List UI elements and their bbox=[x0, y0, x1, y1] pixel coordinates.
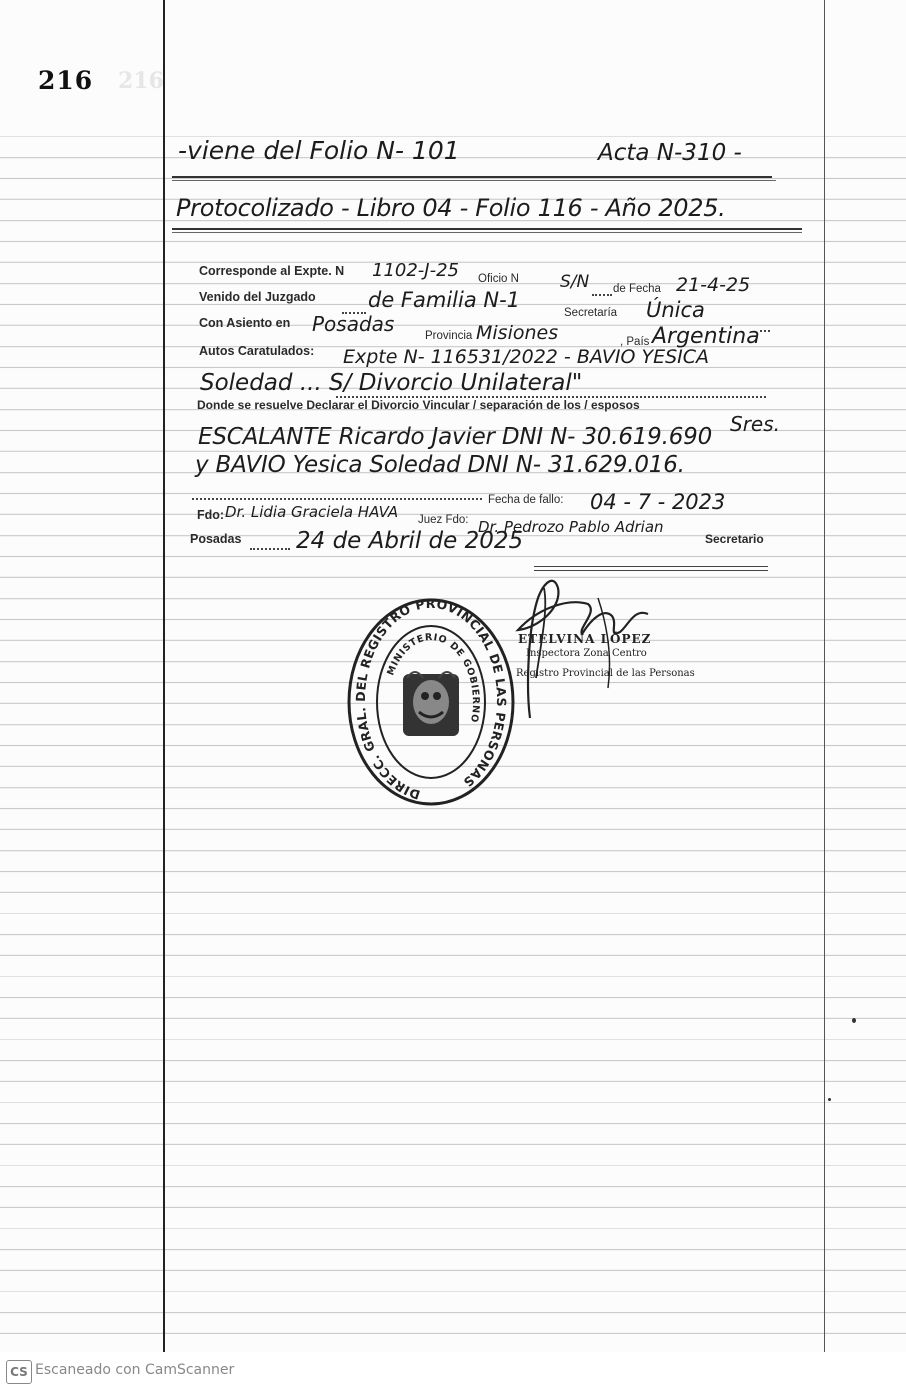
posadas-dots bbox=[250, 548, 290, 550]
resuelve-label: Donde se resuelve Declarar el Divorcio Vincular / separación de los / esposos bbox=[197, 398, 640, 412]
autos-value-2: Soledad ... S/ Divorcio Unilateral" bbox=[200, 370, 583, 396]
oficio-dots bbox=[592, 294, 612, 296]
autos-value-1: Expte N- 116531/2022 - BAVIO YESICA bbox=[343, 346, 710, 368]
pais-label: , País bbox=[620, 336, 650, 348]
header-viene-del-folio: -viene del Folio N- 101 bbox=[178, 136, 460, 165]
header-underline-2b bbox=[172, 232, 802, 233]
signatory-name: ETELVINA LÓPEZ bbox=[518, 632, 652, 646]
secretaria-value: Única bbox=[646, 298, 705, 322]
signatory-office: Registro Provincial de las Personas bbox=[516, 668, 695, 679]
fecha-label: de Fecha bbox=[613, 283, 661, 295]
provincia-value: Misiones bbox=[476, 322, 559, 344]
coat-of-arms-icon bbox=[403, 672, 459, 736]
fdo-label: Fdo: bbox=[197, 508, 225, 522]
header-underline-2 bbox=[172, 228, 802, 230]
secretario-label: Secretario bbox=[705, 532, 764, 546]
fallo-leading-dots bbox=[192, 498, 482, 500]
camscanner-footer-text: Escaneado con CamScanner bbox=[35, 1362, 235, 1378]
fallo-value: 04 - 7 - 2023 bbox=[590, 490, 726, 514]
page-right-edge bbox=[824, 0, 825, 1352]
sres-value: Sres. bbox=[730, 412, 780, 436]
posadas-label: Posadas bbox=[190, 532, 242, 546]
folio-number-ghost: 216 bbox=[118, 68, 164, 94]
header-underline-1 bbox=[172, 176, 772, 178]
fallo-label: Fecha de fallo: bbox=[488, 494, 564, 506]
official-seal-stamp bbox=[345, 596, 517, 808]
fecha-value: 21-4-25 bbox=[676, 274, 751, 296]
expte-value: 1102-J-25 bbox=[372, 260, 460, 281]
camscanner-logo-icon: CS bbox=[6, 1360, 32, 1384]
corresponde-label: Corresponde al Expte. N bbox=[199, 264, 345, 278]
asiento-value: Posadas bbox=[312, 312, 395, 336]
secretaria-label: Secretaría bbox=[564, 307, 618, 319]
juzgado-value: de Familia N-1 bbox=[368, 288, 521, 312]
fdo-value: Dr. Lidia Graciela HAVA bbox=[225, 503, 399, 521]
autos-label: Autos Caratulados: bbox=[199, 344, 315, 358]
header-underline-1b bbox=[172, 180, 776, 181]
asiento-label: Con Asiento en bbox=[199, 316, 291, 330]
venido-label: Venido del Juzgado bbox=[199, 290, 316, 304]
juez-label: Juez Fdo: bbox=[418, 514, 469, 526]
margin-line bbox=[163, 0, 165, 1352]
pais-dots bbox=[760, 330, 770, 332]
signatory-title: Inspectora Zona Centro bbox=[526, 648, 647, 659]
posadas-rule-1 bbox=[534, 566, 768, 567]
oficio-value: S/N bbox=[560, 272, 590, 292]
folio-number: 216 bbox=[38, 66, 94, 95]
posadas-date-value: 24 de Abril de 2025 bbox=[296, 528, 524, 554]
header-acta-number: Acta N-310 - bbox=[598, 140, 742, 166]
juez-value: Dr. Pedrozo Pablo Adrian bbox=[478, 518, 664, 536]
oficio-label: Oficio N bbox=[478, 273, 519, 285]
page-top-area bbox=[0, 0, 906, 125]
provincia-label: Provincia bbox=[425, 330, 473, 342]
stamp-outer-text: DIRECC. GRAL. DEL REGISTRO PROVINCIAL DE LAS PERSONAS bbox=[352, 596, 510, 803]
scan-speck bbox=[828, 1098, 831, 1101]
stamp-inner-text: MINISTERIO DE GOBIERNO bbox=[385, 631, 482, 724]
pais-value: Argentina bbox=[652, 324, 760, 349]
header-protocolizado: Protocolizado - Libro 04 - Folio 116 - Año 2025. bbox=[176, 194, 726, 222]
esposos-line-1: ESCALANTE Ricardo Javier DNI N- 30.619.690 bbox=[198, 424, 713, 450]
scan-speck bbox=[852, 1018, 856, 1023]
esposos-line-2: y BAVIO Yesica Soledad DNI N- 31.629.016. bbox=[195, 452, 685, 478]
